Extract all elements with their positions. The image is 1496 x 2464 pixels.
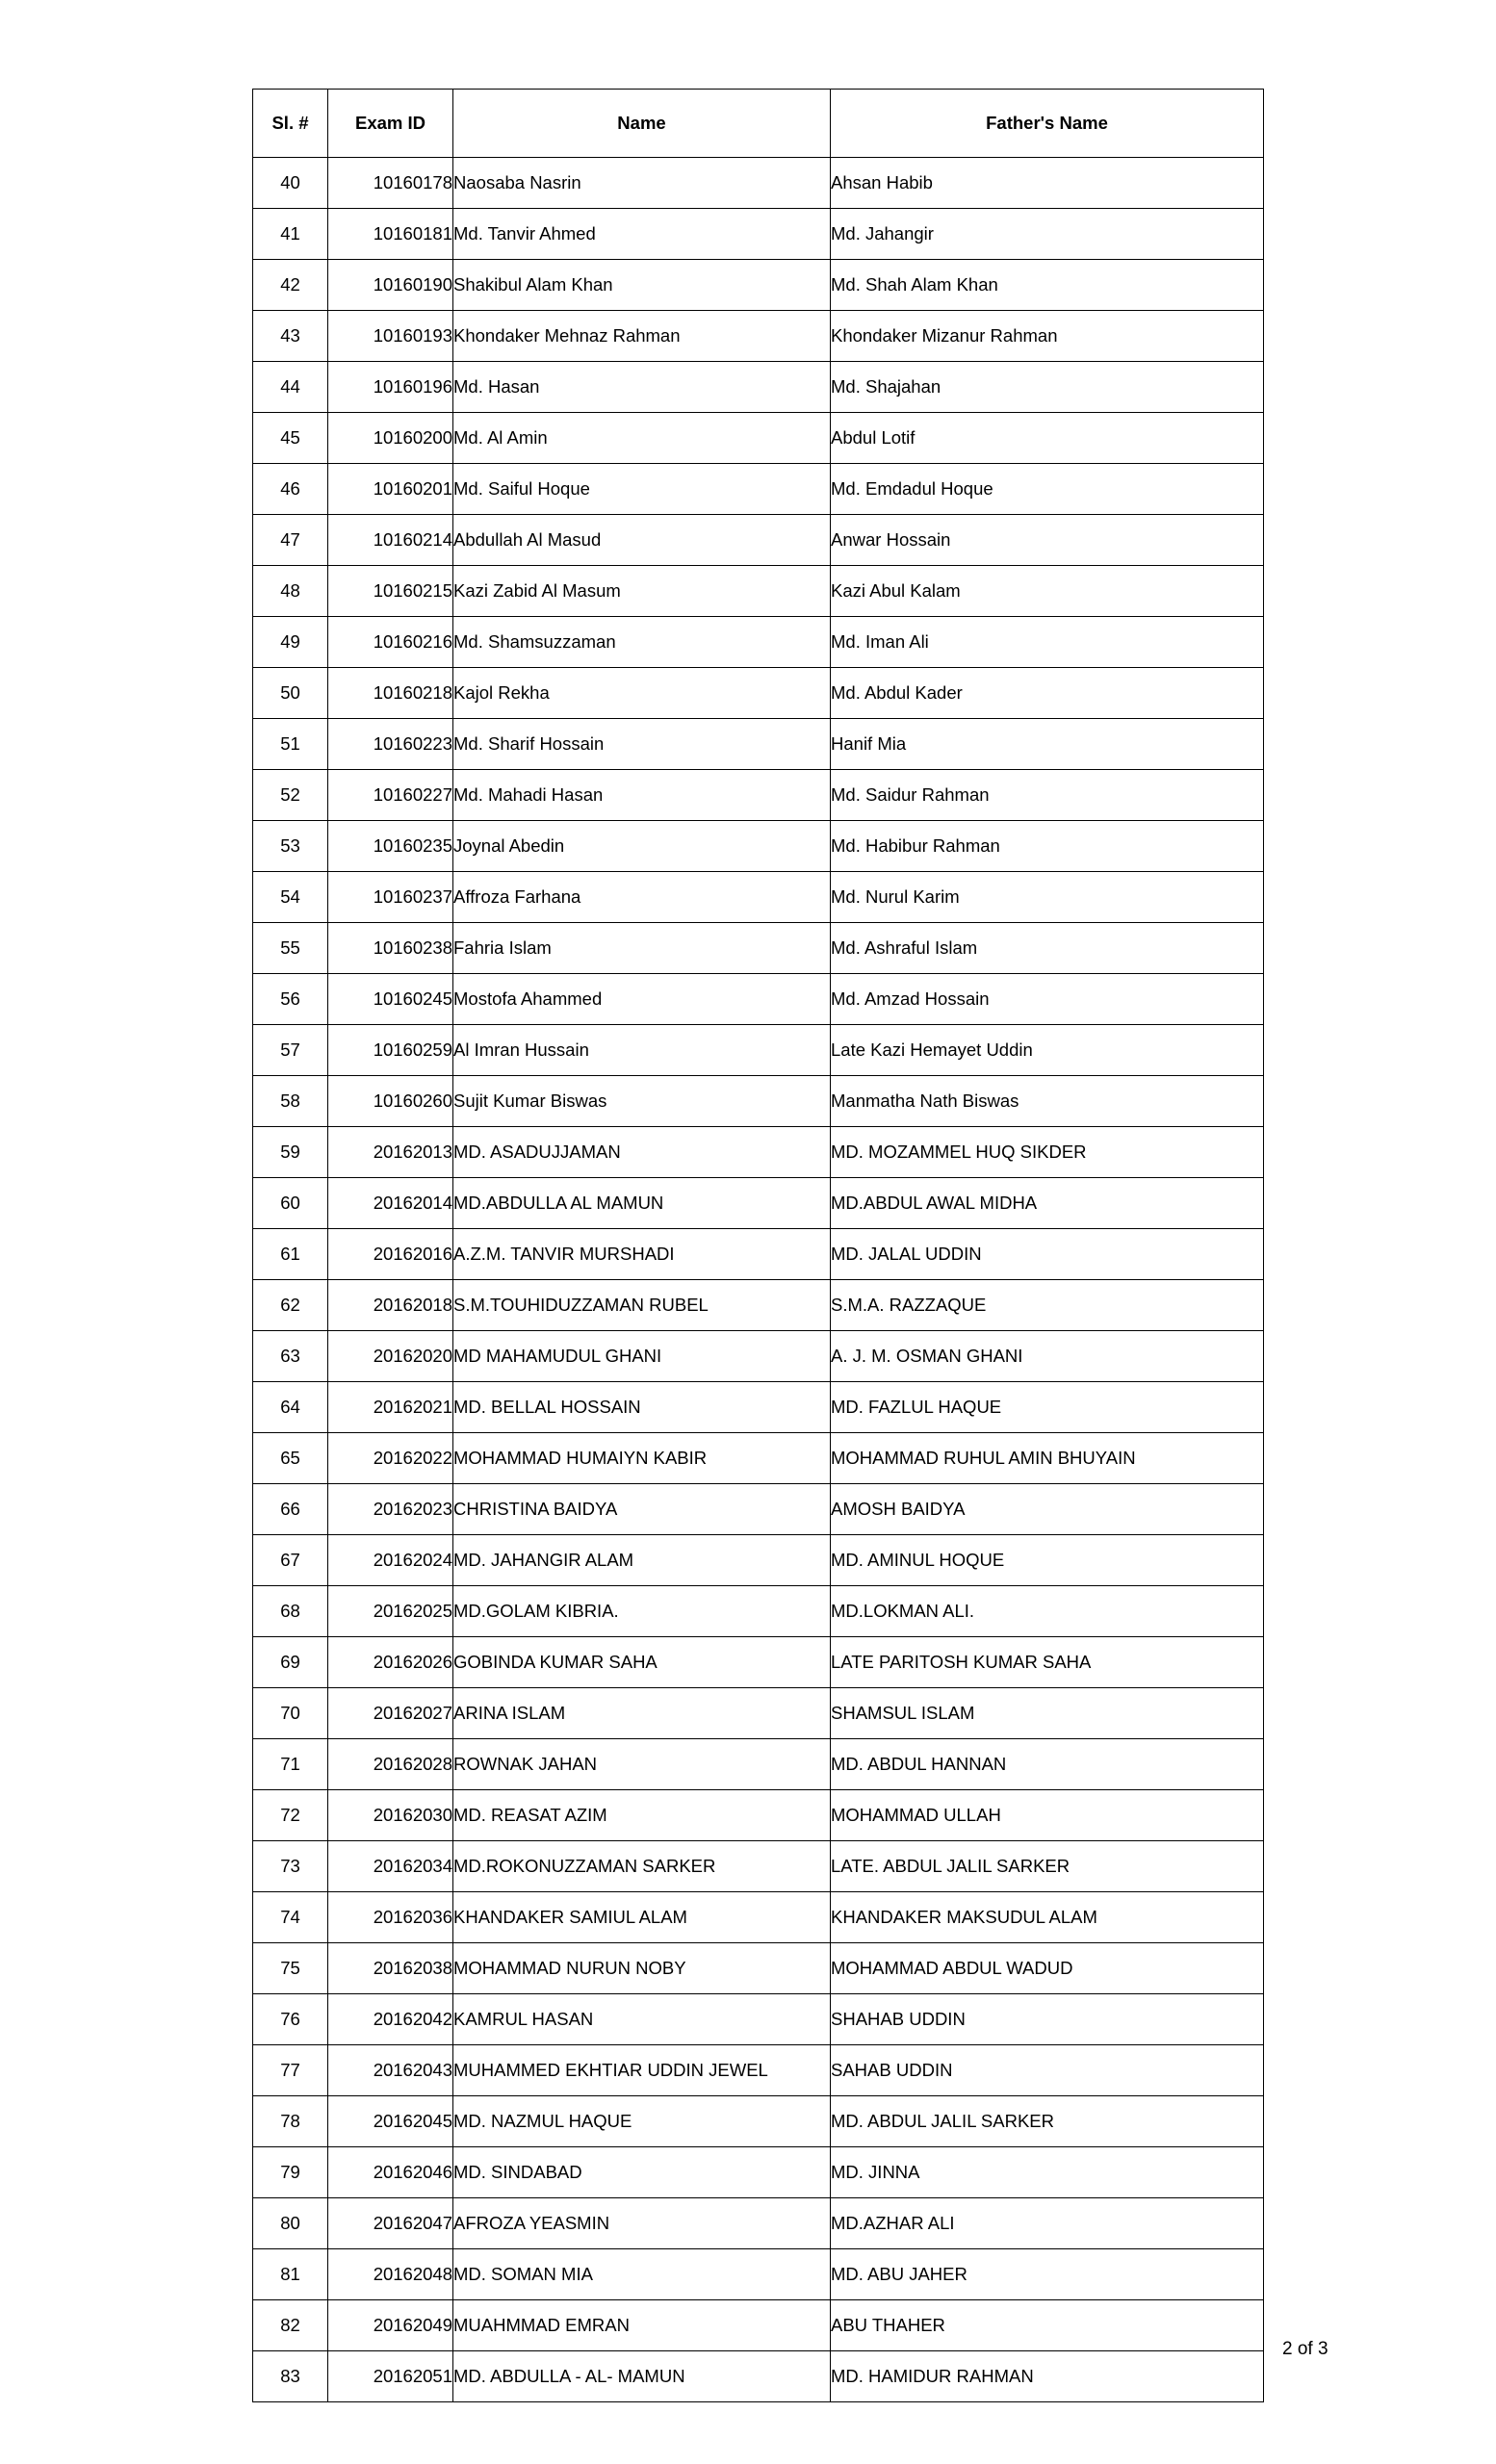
cell-exam-id: 20162022 — [328, 1433, 453, 1484]
cell-fathers-name: MD. FAZLUL HAQUE — [831, 1382, 1264, 1433]
cell-fathers-name: AMOSH BAIDYA — [831, 1484, 1264, 1535]
cell-name: MD. NAZMUL HAQUE — [453, 2096, 831, 2147]
cell-exam-id: 20162036 — [328, 1892, 453, 1943]
cell-fathers-name: MD. ABDUL HANNAN — [831, 1739, 1264, 1790]
cell-exam-id: 10160215 — [328, 566, 453, 617]
cell-name: MUHAMMED EKHTIAR UDDIN JEWEL — [453, 2045, 831, 2096]
column-header-fathers-name: Father's Name — [831, 90, 1264, 158]
cell-fathers-name: Anwar Hossain — [831, 515, 1264, 566]
table-row — [253, 1841, 1264, 1892]
table-row — [253, 821, 1264, 872]
cell-fathers-name: Hanif Mia — [831, 719, 1264, 770]
page-number-footer: 2 of 3 — [1282, 2339, 1328, 2359]
cell-sl: 62 — [253, 1280, 328, 1331]
cell-name: MD. SINDABAD — [453, 2147, 831, 2198]
table-row — [253, 923, 1264, 974]
cell-fathers-name: MD.AZHAR ALI — [831, 2198, 1264, 2249]
cell-name: MD. BELLAL HOSSAIN — [453, 1382, 831, 1433]
cell-fathers-name: Md. Jahangir — [831, 209, 1264, 260]
cell-sl: 66 — [253, 1484, 328, 1535]
cell-sl: 81 — [253, 2249, 328, 2300]
cell-sl: 58 — [253, 1076, 328, 1127]
cell-name: MD. JAHANGIR ALAM — [453, 1535, 831, 1586]
cell-exam-id: 10160214 — [328, 515, 453, 566]
cell-name: Kajol Rekha — [453, 668, 831, 719]
cell-exam-id: 20162014 — [328, 1178, 453, 1229]
cell-name: Md. Saiful Hoque — [453, 464, 831, 515]
table-row — [253, 1586, 1264, 1637]
table-row — [253, 1127, 1264, 1178]
cell-sl: 48 — [253, 566, 328, 617]
cell-exam-id: 10160216 — [328, 617, 453, 668]
cell-name: Md. Mahadi Hasan — [453, 770, 831, 821]
table-row — [253, 1025, 1264, 1076]
table-body — [253, 158, 1264, 2402]
cell-exam-id: 10160201 — [328, 464, 453, 515]
cell-sl: 67 — [253, 1535, 328, 1586]
cell-name: Md. Tanvir Ahmed — [453, 209, 831, 260]
cell-name: Fahria Islam — [453, 923, 831, 974]
cell-exam-id: 20162046 — [328, 2147, 453, 2198]
cell-fathers-name: Md. Shah Alam Khan — [831, 260, 1264, 311]
cell-exam-id: 20162043 — [328, 2045, 453, 2096]
cell-fathers-name: MOHAMMAD ULLAH — [831, 1790, 1264, 1841]
cell-fathers-name: Md. Shajahan — [831, 362, 1264, 413]
cell-name: Affroza Farhana — [453, 872, 831, 923]
cell-exam-id: 20162049 — [328, 2300, 453, 2351]
cell-sl: 55 — [253, 923, 328, 974]
cell-fathers-name: Late Kazi Hemayet Uddin — [831, 1025, 1264, 1076]
cell-fathers-name: SAHAB UDDIN — [831, 2045, 1264, 2096]
column-header-sl: Sl. # — [253, 90, 328, 158]
cell-fathers-name: MD. ABU JAHER — [831, 2249, 1264, 2300]
table-row — [253, 872, 1264, 923]
table-row — [253, 770, 1264, 821]
cell-name: Md. Sharif Hossain — [453, 719, 831, 770]
table-row — [253, 362, 1264, 413]
cell-name: Md. Shamsuzzaman — [453, 617, 831, 668]
candidate-list-table — [252, 89, 1264, 2402]
table-row — [253, 1382, 1264, 1433]
table-row — [253, 413, 1264, 464]
cell-fathers-name: S.M.A. RAZZAQUE — [831, 1280, 1264, 1331]
table-row — [253, 566, 1264, 617]
cell-exam-id: 10160238 — [328, 923, 453, 974]
cell-exam-id: 10160259 — [328, 1025, 453, 1076]
table-row — [253, 2147, 1264, 2198]
table-row — [253, 515, 1264, 566]
cell-name: Mostofa Ahammed — [453, 974, 831, 1025]
cell-sl: 73 — [253, 1841, 328, 1892]
cell-sl: 60 — [253, 1178, 328, 1229]
cell-exam-id: 20162026 — [328, 1637, 453, 1688]
cell-exam-id: 10160200 — [328, 413, 453, 464]
cell-exam-id: 20162027 — [328, 1688, 453, 1739]
cell-name: A.Z.M. TANVIR MURSHADI — [453, 1229, 831, 1280]
cell-sl: 83 — [253, 2351, 328, 2402]
cell-exam-id: 20162042 — [328, 1994, 453, 2045]
table-row — [253, 2096, 1264, 2147]
cell-fathers-name: Md. Saidur Rahman — [831, 770, 1264, 821]
cell-fathers-name: Md. Nurul Karim — [831, 872, 1264, 923]
cell-fathers-name: Md. Iman Ali — [831, 617, 1264, 668]
table-row — [253, 1076, 1264, 1127]
table-row — [253, 1943, 1264, 1994]
table-row — [253, 260, 1264, 311]
cell-sl: 61 — [253, 1229, 328, 1280]
cell-sl: 53 — [253, 821, 328, 872]
table-row — [253, 2249, 1264, 2300]
cell-sl: 79 — [253, 2147, 328, 2198]
cell-sl: 69 — [253, 1637, 328, 1688]
cell-name: Kazi Zabid Al Masum — [453, 566, 831, 617]
cell-sl: 50 — [253, 668, 328, 719]
cell-fathers-name: Md. Amzad Hossain — [831, 974, 1264, 1025]
cell-name: Md. Al Amin — [453, 413, 831, 464]
table-row — [253, 1994, 1264, 2045]
table-row — [253, 464, 1264, 515]
cell-name: MD.ABDULLA AL MAMUN — [453, 1178, 831, 1229]
cell-sl: 46 — [253, 464, 328, 515]
cell-name: Abdullah Al Masud — [453, 515, 831, 566]
cell-name: Khondaker Mehnaz Rahman — [453, 311, 831, 362]
cell-exam-id: 10160260 — [328, 1076, 453, 1127]
cell-exam-id: 10160181 — [328, 209, 453, 260]
cell-fathers-name: Md. Abdul Kader — [831, 668, 1264, 719]
cell-fathers-name: Kazi Abul Kalam — [831, 566, 1264, 617]
cell-sl: 65 — [253, 1433, 328, 1484]
cell-sl: 68 — [253, 1586, 328, 1637]
cell-fathers-name: Manmatha Nath Biswas — [831, 1076, 1264, 1127]
cell-fathers-name: Khondaker Mizanur Rahman — [831, 311, 1264, 362]
table-row — [253, 2045, 1264, 2096]
table-row — [253, 2300, 1264, 2351]
cell-name: KHANDAKER SAMIUL ALAM — [453, 1892, 831, 1943]
cell-exam-id: 20162016 — [328, 1229, 453, 1280]
cell-fathers-name: MOHAMMAD RUHUL AMIN BHUYAIN — [831, 1433, 1264, 1484]
cell-sl: 76 — [253, 1994, 328, 2045]
cell-fathers-name: KHANDAKER MAKSUDUL ALAM — [831, 1892, 1264, 1943]
cell-fathers-name: Md. Habibur Rahman — [831, 821, 1264, 872]
cell-fathers-name: SHAHAB UDDIN — [831, 1994, 1264, 2045]
cell-name: AFROZA YEASMIN — [453, 2198, 831, 2249]
cell-exam-id: 10160196 — [328, 362, 453, 413]
cell-name: CHRISTINA BAIDYA — [453, 1484, 831, 1535]
cell-sl: 70 — [253, 1688, 328, 1739]
cell-fathers-name: MD.LOKMAN ALI. — [831, 1586, 1264, 1637]
cell-fathers-name: Md. Emdadul Hoque — [831, 464, 1264, 515]
cell-exam-id: 10160178 — [328, 158, 453, 209]
cell-fathers-name: MD. JALAL UDDIN — [831, 1229, 1264, 1280]
table-row — [253, 2351, 1264, 2402]
table-row — [253, 1637, 1264, 1688]
cell-exam-id: 20162025 — [328, 1586, 453, 1637]
cell-fathers-name: Ahsan Habib — [831, 158, 1264, 209]
table-row — [253, 1229, 1264, 1280]
table-row — [253, 158, 1264, 209]
table-row — [253, 719, 1264, 770]
cell-sl: 54 — [253, 872, 328, 923]
cell-name: GOBINDA KUMAR SAHA — [453, 1637, 831, 1688]
cell-exam-id: 20162051 — [328, 2351, 453, 2402]
cell-name: KAMRUL HASAN — [453, 1994, 831, 2045]
cell-name: Al Imran Hussain — [453, 1025, 831, 1076]
column-header-name: Name — [453, 90, 831, 158]
cell-fathers-name: A. J. M. OSMAN GHANI — [831, 1331, 1264, 1382]
table-row — [253, 1331, 1264, 1382]
cell-name: Md. Hasan — [453, 362, 831, 413]
cell-exam-id: 20162038 — [328, 1943, 453, 1994]
cell-sl: 63 — [253, 1331, 328, 1382]
cell-sl: 82 — [253, 2300, 328, 2351]
cell-exam-id: 10160245 — [328, 974, 453, 1025]
cell-exam-id: 10160218 — [328, 668, 453, 719]
cell-exam-id: 20162045 — [328, 2096, 453, 2147]
cell-sl: 78 — [253, 2096, 328, 2147]
cell-sl: 40 — [253, 158, 328, 209]
column-header-exam-id: Exam ID — [328, 90, 453, 158]
cell-exam-id: 20162020 — [328, 1331, 453, 1382]
cell-fathers-name: MOHAMMAD ABDUL WADUD — [831, 1943, 1264, 1994]
cell-fathers-name: MD. AMINUL HOQUE — [831, 1535, 1264, 1586]
cell-fathers-name: LATE. ABDUL JALIL SARKER — [831, 1841, 1264, 1892]
cell-fathers-name: MD.ABDUL AWAL MIDHA — [831, 1178, 1264, 1229]
cell-name: MD.GOLAM KIBRIA. — [453, 1586, 831, 1637]
table-row — [253, 974, 1264, 1025]
cell-fathers-name: SHAMSUL ISLAM — [831, 1688, 1264, 1739]
cell-exam-id: 20162034 — [328, 1841, 453, 1892]
table-header-row — [253, 90, 1264, 158]
cell-sl: 64 — [253, 1382, 328, 1433]
cell-name: MOHAMMAD NURUN NOBY — [453, 1943, 831, 1994]
table-row — [253, 1739, 1264, 1790]
cell-sl: 44 — [253, 362, 328, 413]
table-row — [253, 1790, 1264, 1841]
table-row — [253, 2198, 1264, 2249]
cell-sl: 43 — [253, 311, 328, 362]
table-row — [253, 1484, 1264, 1535]
cell-exam-id: 10160235 — [328, 821, 453, 872]
table-row — [253, 209, 1264, 260]
cell-name: MUAHMMAD EMRAN — [453, 2300, 831, 2351]
table-row — [253, 311, 1264, 362]
cell-sl: 47 — [253, 515, 328, 566]
cell-exam-id: 20162028 — [328, 1739, 453, 1790]
cell-exam-id: 20162023 — [328, 1484, 453, 1535]
table-row — [253, 1433, 1264, 1484]
cell-exam-id: 20162018 — [328, 1280, 453, 1331]
cell-exam-id: 20162047 — [328, 2198, 453, 2249]
cell-exam-id: 20162048 — [328, 2249, 453, 2300]
cell-name: MD. SOMAN MIA — [453, 2249, 831, 2300]
cell-name: MD. REASAT AZIM — [453, 1790, 831, 1841]
cell-name: S.M.TOUHIDUZZAMAN RUBEL — [453, 1280, 831, 1331]
table-row — [253, 668, 1264, 719]
table-row — [253, 1178, 1264, 1229]
cell-name: Shakibul Alam Khan — [453, 260, 831, 311]
cell-exam-id: 10160223 — [328, 719, 453, 770]
cell-sl: 71 — [253, 1739, 328, 1790]
cell-fathers-name: MD. ABDUL JALIL SARKER — [831, 2096, 1264, 2147]
cell-sl: 74 — [253, 1892, 328, 1943]
cell-sl: 42 — [253, 260, 328, 311]
cell-fathers-name: LATE PARITOSH KUMAR SAHA — [831, 1637, 1264, 1688]
cell-name: Joynal Abedin — [453, 821, 831, 872]
cell-exam-id: 10160237 — [328, 872, 453, 923]
cell-sl: 41 — [253, 209, 328, 260]
cell-sl: 51 — [253, 719, 328, 770]
cell-name: Sujit Kumar Biswas — [453, 1076, 831, 1127]
cell-fathers-name: MD. HAMIDUR RAHMAN — [831, 2351, 1264, 2402]
cell-name: MD. ABDULLA - AL- MAMUN — [453, 2351, 831, 2402]
cell-sl: 56 — [253, 974, 328, 1025]
cell-fathers-name: ABU THAHER — [831, 2300, 1264, 2351]
cell-sl: 57 — [253, 1025, 328, 1076]
table-row — [253, 1892, 1264, 1943]
cell-exam-id: 10160190 — [328, 260, 453, 311]
cell-exam-id: 20162030 — [328, 1790, 453, 1841]
cell-sl: 45 — [253, 413, 328, 464]
cell-name: ARINA ISLAM — [453, 1688, 831, 1739]
cell-sl: 80 — [253, 2198, 328, 2249]
cell-exam-id: 20162013 — [328, 1127, 453, 1178]
cell-fathers-name: Abdul Lotif — [831, 413, 1264, 464]
cell-exam-id: 10160227 — [328, 770, 453, 821]
cell-name: MD.ROKONUZZAMAN SARKER — [453, 1841, 831, 1892]
cell-sl: 75 — [253, 1943, 328, 1994]
cell-fathers-name: MD. MOZAMMEL HUQ SIKDER — [831, 1127, 1264, 1178]
table-row — [253, 1688, 1264, 1739]
cell-exam-id: 10160193 — [328, 311, 453, 362]
cell-fathers-name: MD. JINNA — [831, 2147, 1264, 2198]
cell-name: MD. ASADUJJAMAN — [453, 1127, 831, 1178]
cell-sl: 77 — [253, 2045, 328, 2096]
cell-name: MD MAHAMUDUL GHANI — [453, 1331, 831, 1382]
table-row — [253, 1280, 1264, 1331]
cell-name: Naosaba Nasrin — [453, 158, 831, 209]
cell-sl: 59 — [253, 1127, 328, 1178]
table-row — [253, 617, 1264, 668]
cell-sl: 72 — [253, 1790, 328, 1841]
cell-sl: 52 — [253, 770, 328, 821]
table-row — [253, 1535, 1264, 1586]
cell-sl: 49 — [253, 617, 328, 668]
cell-fathers-name: Md. Ashraful Islam — [831, 923, 1264, 974]
cell-name: ROWNAK JAHAN — [453, 1739, 831, 1790]
cell-name: MOHAMMAD HUMAIYN KABIR — [453, 1433, 831, 1484]
cell-exam-id: 20162021 — [328, 1382, 453, 1433]
cell-exam-id: 20162024 — [328, 1535, 453, 1586]
